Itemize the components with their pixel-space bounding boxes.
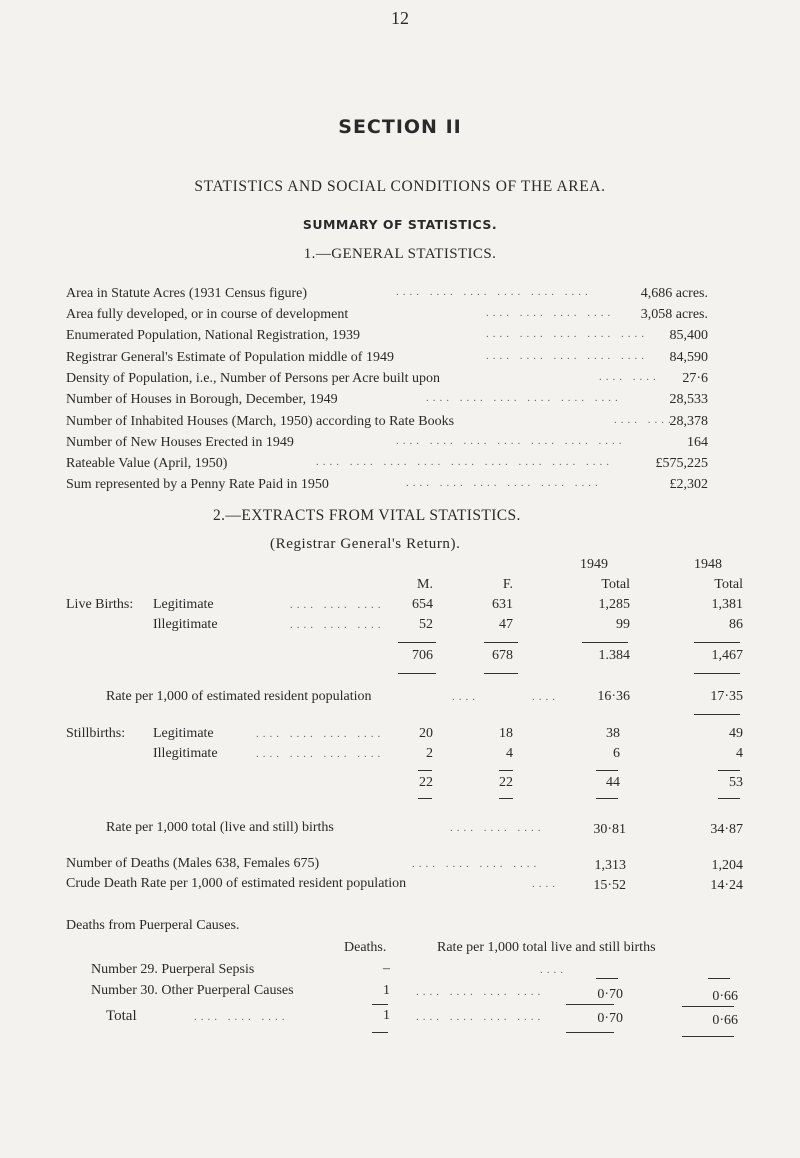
col-m-header: M. [417,577,433,592]
rule [372,1004,388,1005]
leader-dots: .... .... [599,371,660,383]
rate-resident-1949: 16·36 [597,689,630,704]
legitimate-label: Legitimate [153,597,214,612]
rate-births-1949: 30·81 [593,822,626,837]
leader-dots: .... .... .... .... .... .... [406,477,602,489]
general-row [66,328,708,348]
rule [418,770,432,771]
rule [398,673,436,674]
live-births-label: Live Births: [66,597,134,612]
leader-dots: .... [532,878,559,890]
rule [484,642,518,643]
year-1948-header: 1948 [694,557,722,572]
illegitimate-label: Illegitimate [153,746,218,761]
col-f-header: F. [502,577,513,592]
row-label: Area in Statute Acres (1931 Census figure) [66,286,308,301]
general-row [66,435,708,455]
still-legit-m: 20 [419,726,433,741]
row-value: 28,378 [669,414,708,429]
row-label: Rateable Value (April, 1950) [66,456,228,471]
general-row [66,414,708,434]
live-illegit-m: 52 [419,617,433,632]
live-illegit-1948: 86 [729,617,743,632]
year-1949-header: 1949 [580,557,608,572]
general-statistics-heading: 1.—GENERAL STATISTICS. [303,246,497,262]
rule [582,642,628,643]
rule [499,798,513,799]
still-legit-f: 18 [499,726,513,741]
still-illegit-1948: 4 [736,746,743,761]
live-legit-f: 631 [492,597,513,612]
vital-statistics-heading: 2.—EXTRACTS FROM VITAL STATISTICS. [213,507,521,524]
live-legit-m: 654 [412,597,433,612]
rate-resident-label: Rate per 1,000 of estimated resident population [106,689,372,704]
leader-dots: .... .... .... [290,599,385,611]
stillbirths-label: Stillbirths: [66,726,126,741]
total-rate-1948: 0·66 [712,1013,738,1028]
col-total-1948-header: Total [714,577,743,592]
live-legit-1949: 1,285 [598,597,630,612]
row-value: 28,533 [669,392,708,407]
row-label: Number of New Houses Erected in 1949 [66,435,294,450]
rule [694,642,740,643]
other-puerperal-label: Number 30. Other Puerperal Causes [91,983,294,998]
general-row [66,477,708,497]
rule [718,770,740,771]
live-legit-1948: 1,381 [711,597,743,612]
leader-dots: .... .... .... .... .... .... .... [396,435,626,447]
rule [718,798,740,799]
puerperal-sepsis-deaths: – [383,961,390,976]
rule [682,1036,734,1037]
puerperal-heading: Deaths from Puerperal Causes. [66,918,240,933]
general-row [66,456,708,476]
total-label: Total [106,1008,137,1024]
rate-births-1948: 34·87 [710,822,743,837]
rule [682,1006,734,1007]
summary-title: SUMMARY OF STATISTICS. [302,217,498,232]
deaths-1948: 1,204 [711,858,743,873]
leader-dots: .... .... .... .... [412,858,541,870]
leader-dots: .... .... .... .... [486,307,615,319]
leader-dots: .... .... .... .... .... .... .... .... .... [316,456,613,468]
rate-resident-1948: 17·35 [710,689,743,704]
illegitimate-label: Illegitimate [153,617,218,632]
page-number: 12 [391,8,409,28]
section-title: SECTION II [338,116,462,138]
rule [566,1004,614,1005]
deaths-1949: 1,313 [594,858,626,873]
row-value: 85,400 [669,328,708,343]
row-value: 27·6 [682,371,708,386]
general-row [66,286,708,306]
other-puerperal-rate-1948: 0·66 [712,989,738,1004]
rule [418,798,432,799]
still-illegit-1949: 6 [613,746,620,761]
leader-dots: .... .... .... .... .... [486,350,648,362]
general-row [66,392,708,412]
still-total-m: 22 [419,775,433,790]
rule [398,642,436,643]
row-label: Sum represented by a Penny Rate Paid in 1950 [66,477,329,492]
live-illegit-f: 47 [499,617,513,632]
leader-dots: .... .... .... [290,619,385,631]
still-illegit-m: 2 [426,746,433,761]
other-puerperal-deaths: 1 [383,983,390,998]
row-label: Number of Houses in Borough, December, 1949 [66,392,338,407]
still-total-1948: 53 [729,775,743,790]
still-illegit-f: 4 [506,746,513,761]
rule [372,1032,388,1033]
deaths-column-header: Deaths. [344,940,387,955]
legitimate-label: Legitimate [153,726,214,741]
rule [596,770,618,771]
rule [694,714,740,715]
crude-death-rate-label: Crude Death Rate per 1,000 of estimated resident population [66,876,407,891]
rule [566,1032,614,1033]
leader-dots: .... .... .... .... .... .... [396,286,592,298]
rule [596,978,618,979]
row-label: Area fully developed, or in course of development [66,307,349,322]
row-value: 84,590 [669,350,708,365]
leader-dots: .... .... .... .... [256,728,385,740]
general-row [66,350,708,370]
rule [694,673,740,674]
row-value: 4,686 acres. [640,286,708,301]
crude-death-rate-1948: 14·24 [710,878,743,893]
leader-dots: .... [452,691,479,703]
live-total-m: 706 [412,648,433,663]
leader-dots: .... .... .... .... [416,1011,545,1023]
row-value: £2,302 [669,477,708,492]
vital-statistics-subheading: (Registrar General's Return). [270,536,461,552]
row-label: Registrar General's Estimate of Population middle of 1949 [66,350,394,365]
live-total-1948: 1,467 [711,648,743,663]
other-puerperal-rate-1949: 0·70 [597,987,623,1002]
leader-dots: .... .... .... .... [416,986,545,998]
total-deaths: 1 [383,1008,390,1023]
row-label: Density of Population, i.e., Number of Persons per Acre built upon [66,371,441,386]
rule [596,798,618,799]
still-total-1949: 44 [606,775,620,790]
live-illegit-1949: 99 [616,617,630,632]
rule [708,978,730,979]
general-row [66,307,708,327]
deaths-label: Number of Deaths (Males 638, Females 675) [66,856,320,871]
puerperal-sepsis-label: Number 29. Puerperal Sepsis [91,962,255,977]
rate-births-label: Rate per 1,000 total (live and still) births [106,820,334,835]
row-value: 3,058 acres. [640,307,708,322]
row-label: Number of Inhabited Houses (March, 1950) according to Rate Books [66,414,455,429]
live-total-f: 678 [492,648,513,663]
document-subtitle: STATISTICS AND SOCIAL CONDITIONS OF THE AREA. [194,178,606,195]
rule [499,770,513,771]
row-value: £575,225 [655,456,708,471]
leader-dots: .... .... .... [194,1011,289,1023]
still-legit-1948: 49 [729,726,743,741]
general-row [66,371,708,391]
row-value: 164 [687,435,708,450]
rule [484,673,518,674]
leader-dots: .... .... .... .... [256,748,385,760]
live-total-1949: 1.384 [598,648,630,663]
leader-dots: .... .... .... .... .... .... [426,392,622,404]
crude-death-rate-1949: 15·52 [593,878,626,893]
rate-column-header: Rate per 1,000 total live and still births [437,940,656,955]
col-total-1949-header: Total [601,577,630,592]
leader-dots: .... .... .... .... .... [486,328,648,340]
leader-dots: .... .... .... [450,822,545,834]
still-total-f: 22 [499,775,513,790]
still-legit-1949: 38 [606,726,620,741]
leader-dots: .... [540,964,567,976]
leader-dots: .... .... [614,414,675,426]
total-rate-1949: 0·70 [597,1011,623,1026]
leader-dots: .... [532,691,559,703]
row-label: Enumerated Population, National Registration, 1939 [66,328,360,343]
